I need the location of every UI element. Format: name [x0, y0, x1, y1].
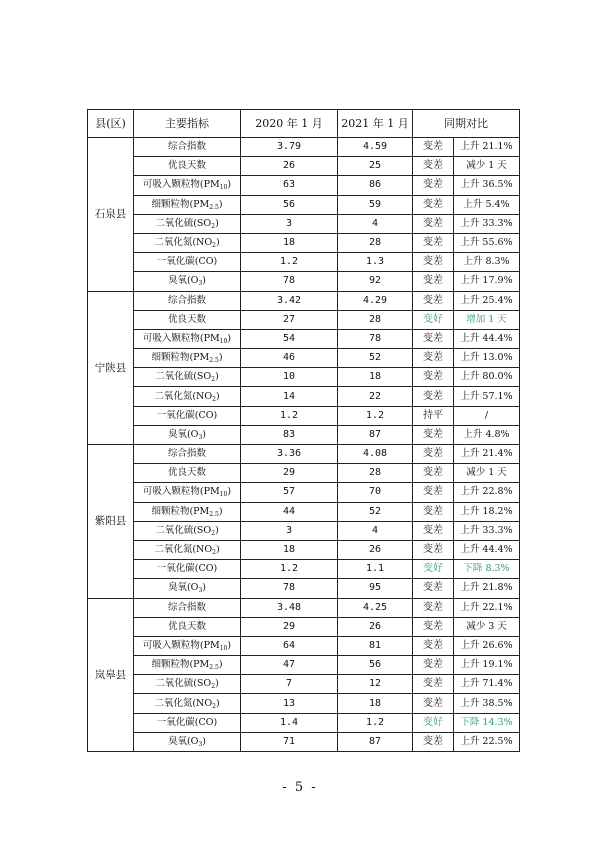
change-cell: 上升 25.4% — [454, 291, 520, 310]
table-row — [88, 406, 520, 425]
change-cell: 上升 44.4% — [454, 540, 520, 559]
table-row — [88, 425, 520, 444]
trend-cell: 变差 — [413, 349, 454, 368]
indicator-cell — [134, 445, 241, 464]
indicator-label: 细颗粒物(PM — [151, 352, 210, 364]
table-header-row — [88, 110, 520, 138]
change-cell: / — [454, 406, 520, 425]
indicator-cell — [134, 291, 241, 310]
table-row — [88, 540, 520, 559]
header-county: 县(区) — [88, 110, 134, 138]
indicator-label: 优良天数 — [167, 620, 206, 632]
indicator-subscript: 2 — [212, 549, 216, 557]
indicator-tail: ) — [227, 639, 232, 651]
value-2021: 1.1 — [338, 560, 413, 579]
table-row — [88, 176, 520, 195]
trend-cell: 变差 — [413, 656, 454, 675]
indicator-label: 二氧化氮(NO — [154, 390, 213, 402]
trend-cell: 变差 — [413, 368, 454, 387]
value-2020: 1.2 — [241, 406, 338, 425]
trend-cell: 变差 — [413, 540, 454, 559]
indicator-cell — [134, 713, 241, 732]
indicator-cell — [134, 656, 241, 675]
value-2021: 70 — [338, 483, 413, 502]
table-row — [88, 656, 520, 675]
value-2021: 25 — [338, 157, 413, 176]
change-cell: 下降 8.3% — [454, 560, 520, 579]
trend-cell: 变差 — [413, 253, 454, 272]
value-2020: 1.2 — [241, 560, 338, 579]
table-row — [88, 387, 520, 406]
table-row — [88, 368, 520, 387]
change-cell: 上升 21.1% — [454, 138, 520, 157]
change-cell: 上升 18.2% — [454, 502, 520, 521]
header-2021: 2021 年 1 月 — [338, 110, 413, 138]
indicator-cell — [134, 732, 241, 751]
value-2021: 4.59 — [338, 138, 413, 157]
table-row — [88, 732, 520, 751]
table-row — [88, 713, 520, 732]
change-cell: 上升 21.4% — [454, 445, 520, 464]
air-quality-table — [87, 109, 520, 752]
trend-cell: 变差 — [413, 598, 454, 617]
indicator-subscript: 10 — [219, 184, 228, 192]
value-2021: 28 — [338, 464, 413, 483]
value-2020: 83 — [241, 425, 338, 444]
indicator-tail: ) — [227, 179, 232, 191]
indicator-cell — [134, 406, 241, 425]
value-2020: 29 — [241, 617, 338, 636]
value-2021: 18 — [338, 368, 413, 387]
trend-cell: 变差 — [413, 233, 454, 252]
trend-cell: 变好 — [413, 560, 454, 579]
indicator-subscript: 3 — [198, 587, 203, 595]
indicator-subscript: 2 — [211, 222, 216, 230]
value-2021: 86 — [338, 176, 413, 195]
indicator-cell — [134, 425, 241, 444]
value-2020: 3.36 — [241, 445, 338, 464]
value-2020: 3.48 — [241, 598, 338, 617]
indicator-tail: ) — [215, 237, 220, 249]
indicator-subscript: 3 — [198, 433, 203, 441]
value-2020: 78 — [241, 579, 338, 598]
indicator-cell — [134, 253, 241, 272]
change-cell: 上升 22.8% — [454, 483, 520, 502]
value-2020: 10 — [241, 368, 338, 387]
indicator-label: 臭氧(O — [167, 582, 199, 594]
indicator-cell — [134, 368, 241, 387]
trend-cell: 变差 — [413, 445, 454, 464]
indicator-label: 二氧化氮(NO — [154, 544, 213, 556]
indicator-label: 臭氧(O — [167, 275, 199, 287]
indicator-label: 优良天数 — [167, 467, 206, 479]
value-2020: 57 — [241, 483, 338, 502]
indicator-cell — [134, 272, 241, 291]
indicator-subscript: 2.5 — [209, 510, 219, 518]
indicator-label: 臭氧(O — [167, 735, 199, 747]
table-row — [88, 214, 520, 233]
indicator-label: 优良天数 — [167, 160, 206, 172]
indicator-cell — [134, 502, 241, 521]
indicator-cell — [134, 195, 241, 214]
indicator-subscript: 2.5 — [209, 664, 219, 672]
value-2021: 56 — [338, 656, 413, 675]
indicator-cell — [134, 214, 241, 233]
value-2021: 22 — [338, 387, 413, 406]
indicator-subscript: 2 — [211, 683, 216, 691]
value-2021: 92 — [338, 272, 413, 291]
trend-cell: 变差 — [413, 214, 454, 233]
value-2020: 27 — [241, 310, 338, 329]
change-cell: 减少 1 天 — [454, 157, 520, 176]
page-number: - 5 - — [282, 780, 318, 795]
trend-cell: 变差 — [413, 675, 454, 694]
trend-cell: 变差 — [413, 464, 454, 483]
table-row — [88, 329, 520, 348]
indicator-cell — [134, 138, 241, 157]
value-2020: 54 — [241, 329, 338, 348]
indicator-tail: ) — [218, 659, 223, 671]
table-row — [88, 464, 520, 483]
indicator-label: 二氧化硫(SO — [155, 217, 212, 229]
change-cell: 上升 22.1% — [454, 598, 520, 617]
change-cell: 上升 55.6% — [454, 233, 520, 252]
table-row — [88, 138, 520, 157]
table-row — [88, 445, 520, 464]
value-2020: 1.2 — [241, 253, 338, 272]
indicator-tail: ) — [227, 332, 232, 344]
indicator-label: 细颗粒物(PM — [151, 505, 210, 517]
indicator-tail: ) — [215, 678, 219, 690]
indicator-cell — [134, 387, 241, 406]
indicator-tail: ) — [215, 697, 220, 709]
change-cell: 上升 17.9% — [454, 272, 520, 291]
table-row — [88, 157, 520, 176]
change-cell: 上升 22.5% — [454, 732, 520, 751]
value-2021: 87 — [338, 425, 413, 444]
indicator-label: 细颗粒物(PM — [151, 198, 210, 210]
value-2020: 3 — [241, 521, 338, 540]
change-cell: 上升 36.5% — [454, 176, 520, 195]
indicator-subscript: 2 — [212, 702, 216, 710]
indicator-cell — [134, 598, 241, 617]
trend-cell: 变差 — [413, 732, 454, 751]
table-row — [88, 253, 520, 272]
indicator-label: 综合指数 — [167, 141, 206, 153]
trend-cell: 变差 — [413, 425, 454, 444]
value-2021: 4.29 — [338, 291, 413, 310]
indicator-label: 可吸入颗粒物(PM — [142, 332, 220, 344]
value-2020: 13 — [241, 694, 338, 713]
trend-cell: 变差 — [413, 195, 454, 214]
trend-cell: 变差 — [413, 617, 454, 636]
trend-cell: 变好 — [413, 713, 454, 732]
table-row — [88, 617, 520, 636]
indicator-subscript: 10 — [219, 337, 228, 345]
indicator-label: 优良天数 — [167, 313, 206, 325]
value-2020: 64 — [241, 636, 338, 655]
county-name: 岚皋县 — [88, 598, 134, 752]
value-2021: 26 — [338, 617, 413, 636]
header-2020: 2020 年 1 月 — [241, 110, 338, 138]
indicator-tail: ) — [202, 275, 207, 287]
change-cell: 上升 44.4% — [454, 329, 520, 348]
value-2021: 78 — [338, 329, 413, 348]
indicator-subscript: 3 — [198, 740, 203, 748]
indicator-cell — [134, 310, 241, 329]
trend-cell: 变差 — [413, 483, 454, 502]
indicator-subscript: 2.5 — [209, 203, 219, 211]
indicator-tail: ) — [215, 544, 220, 556]
table-row — [88, 521, 520, 540]
indicator-label: 二氧化硫(SO — [155, 524, 212, 536]
value-2020: 3.79 — [241, 138, 338, 157]
value-2020: 29 — [241, 464, 338, 483]
indicator-tail: ) — [215, 390, 220, 402]
county-name: 紫阳县 — [88, 445, 134, 599]
change-cell: 减少 3 天 — [454, 617, 520, 636]
trend-cell: 变差 — [413, 636, 454, 655]
indicator-tail: ) — [218, 198, 223, 210]
trend-cell: 持平 — [413, 406, 454, 425]
table-row — [88, 272, 520, 291]
value-2020: 3.42 — [241, 291, 338, 310]
value-2020: 18 — [241, 233, 338, 252]
indicator-label: 综合指数 — [167, 294, 206, 306]
trend-cell: 变差 — [413, 329, 454, 348]
value-2020: 71 — [241, 732, 338, 751]
table-row — [88, 579, 520, 598]
indicator-label: 可吸入颗粒物(PM — [142, 639, 220, 651]
value-2020: 56 — [241, 195, 338, 214]
change-cell: 上升 38.5% — [454, 694, 520, 713]
indicator-label: 二氧化氮(NO — [154, 697, 213, 709]
trend-cell: 变差 — [413, 694, 454, 713]
indicator-label: 细颗粒物(PM — [151, 659, 210, 671]
change-cell: 上升 80.0% — [454, 368, 520, 387]
header-comparison: 同期对比 — [413, 110, 520, 138]
value-2020: 26 — [241, 157, 338, 176]
indicator-tail: ) — [215, 217, 219, 229]
trend-cell: 变差 — [413, 138, 454, 157]
table-row — [88, 560, 520, 579]
indicator-label: 一氧化碳(CO) — [156, 716, 218, 728]
indicator-subscript: 2 — [212, 395, 216, 403]
value-2020: 1.4 — [241, 713, 338, 732]
value-2021: 1.2 — [338, 713, 413, 732]
header-indicator: 主要指标 — [134, 110, 241, 138]
trend-cell: 变好 — [413, 310, 454, 329]
value-2020: 3 — [241, 214, 338, 233]
indicator-cell — [134, 521, 241, 540]
change-cell: 下降 14.3% — [454, 713, 520, 732]
indicator-cell — [134, 560, 241, 579]
indicator-tail: ) — [218, 505, 223, 517]
change-cell: 上升 13.0% — [454, 349, 520, 368]
indicator-label: 一氧化碳(CO) — [156, 563, 218, 575]
indicator-cell — [134, 540, 241, 559]
indicator-subscript: 2.5 — [209, 357, 219, 365]
trend-cell: 变差 — [413, 157, 454, 176]
indicator-cell — [134, 694, 241, 713]
indicator-subscript: 3 — [198, 280, 203, 288]
table-row — [88, 502, 520, 521]
trend-cell: 变差 — [413, 387, 454, 406]
value-2020: 78 — [241, 272, 338, 291]
value-2021: 12 — [338, 675, 413, 694]
change-cell: 上升 71.4% — [454, 675, 520, 694]
value-2021: 28 — [338, 310, 413, 329]
value-2020: 14 — [241, 387, 338, 406]
trend-cell: 变差 — [413, 502, 454, 521]
table-row — [88, 291, 520, 310]
indicator-label: 综合指数 — [167, 448, 206, 460]
indicator-tail: ) — [227, 486, 232, 498]
indicator-cell — [134, 483, 241, 502]
value-2021: 87 — [338, 732, 413, 751]
value-2021: 4.25 — [338, 598, 413, 617]
table-row — [88, 195, 520, 214]
indicator-tail: ) — [215, 371, 219, 383]
indicator-subscript: 2 — [211, 376, 216, 384]
value-2021: 26 — [338, 540, 413, 559]
change-cell: 上升 4.8% — [454, 425, 520, 444]
indicator-label: 二氧化氮(NO — [154, 237, 213, 249]
value-2021: 59 — [338, 195, 413, 214]
indicator-cell — [134, 329, 241, 348]
indicator-cell — [134, 636, 241, 655]
indicator-label: 二氧化硫(SO — [155, 678, 212, 690]
indicator-subscript: 2 — [211, 529, 216, 537]
indicator-tail: ) — [202, 582, 207, 594]
value-2020: 46 — [241, 349, 338, 368]
value-2021: 1.3 — [338, 253, 413, 272]
trend-cell: 变差 — [413, 176, 454, 195]
change-cell: 增加 1 天 — [454, 310, 520, 329]
indicator-label: 一氧化碳(CO) — [156, 409, 218, 421]
value-2021: 4.08 — [338, 445, 413, 464]
indicator-subscript: 10 — [219, 491, 228, 499]
value-2020: 63 — [241, 176, 338, 195]
value-2021: 52 — [338, 502, 413, 521]
table-row — [88, 483, 520, 502]
value-2021: 28 — [338, 233, 413, 252]
indicator-tail: ) — [215, 524, 219, 536]
change-cell: 减少 1 天 — [454, 464, 520, 483]
indicator-cell — [134, 675, 241, 694]
trend-cell: 变差 — [413, 291, 454, 310]
indicator-cell — [134, 464, 241, 483]
value-2021: 1.2 — [338, 406, 413, 425]
value-2020: 47 — [241, 656, 338, 675]
change-cell: 上升 33.3% — [454, 214, 520, 233]
indicator-tail: ) — [202, 735, 207, 747]
indicator-subscript: 10 — [219, 644, 228, 652]
change-cell: 上升 19.1% — [454, 656, 520, 675]
value-2021: 95 — [338, 579, 413, 598]
indicator-label: 综合指数 — [167, 601, 206, 613]
indicator-cell — [134, 617, 241, 636]
table-row — [88, 310, 520, 329]
county-name: 宁陕县 — [88, 291, 134, 445]
value-2020: 44 — [241, 502, 338, 521]
indicator-label: 可吸入颗粒物(PM — [142, 486, 220, 498]
value-2021: 4 — [338, 214, 413, 233]
table-row — [88, 233, 520, 252]
change-cell: 上升 5.4% — [454, 195, 520, 214]
change-cell: 上升 21.8% — [454, 579, 520, 598]
trend-cell: 变差 — [413, 579, 454, 598]
indicator-label: 二氧化硫(SO — [155, 371, 212, 383]
indicator-cell — [134, 157, 241, 176]
change-cell: 上升 26.6% — [454, 636, 520, 655]
indicator-cell — [134, 349, 241, 368]
indicator-tail: ) — [202, 428, 207, 440]
indicator-cell — [134, 233, 241, 252]
table-row — [88, 694, 520, 713]
table-row — [88, 636, 520, 655]
change-cell: 上升 33.3% — [454, 521, 520, 540]
change-cell: 上升 8.3% — [454, 253, 520, 272]
value-2021: 4 — [338, 521, 413, 540]
table-body — [88, 138, 520, 752]
value-2020: 7 — [241, 675, 338, 694]
indicator-tail: ) — [218, 352, 223, 364]
indicator-cell — [134, 176, 241, 195]
table-row — [88, 675, 520, 694]
indicator-label: 一氧化碳(CO) — [156, 256, 218, 268]
value-2021: 52 — [338, 349, 413, 368]
indicator-cell — [134, 579, 241, 598]
trend-cell: 变差 — [413, 272, 454, 291]
trend-cell: 变差 — [413, 521, 454, 540]
county-name: 石泉县 — [88, 138, 134, 292]
indicator-label: 可吸入颗粒物(PM — [142, 179, 220, 191]
indicator-label: 臭氧(O — [167, 428, 199, 440]
value-2021: 81 — [338, 636, 413, 655]
change-cell: 上升 57.1% — [454, 387, 520, 406]
value-2020: 18 — [241, 540, 338, 559]
indicator-subscript: 2 — [212, 242, 216, 250]
table-row — [88, 598, 520, 617]
value-2021: 18 — [338, 694, 413, 713]
table-row — [88, 349, 520, 368]
